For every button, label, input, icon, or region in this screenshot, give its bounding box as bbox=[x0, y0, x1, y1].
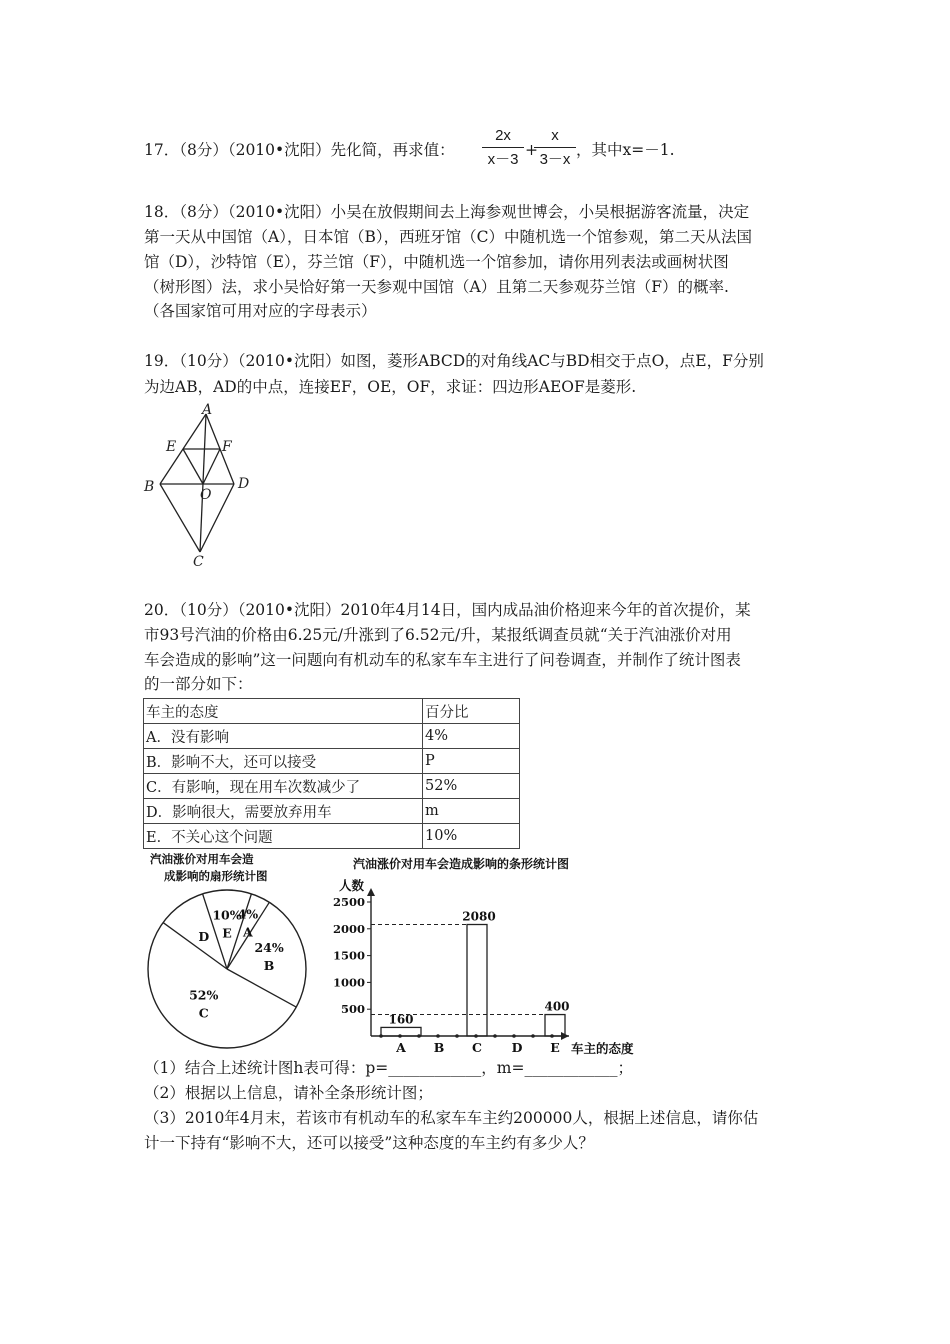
edge-bc bbox=[160, 484, 200, 552]
q20-line-3: 车会造成的影响”这一问题向有机动车的私家车车主进行了问卷调查，并制作了统计图表 bbox=[144, 651, 741, 669]
bar-xlabel: 车主的态度 bbox=[571, 1041, 634, 1056]
x-axis-dot bbox=[512, 1034, 516, 1038]
pie-percent-e: 10% bbox=[212, 907, 242, 923]
table-row bbox=[144, 749, 520, 774]
label-a: A bbox=[202, 402, 213, 418]
label-c: C bbox=[193, 554, 204, 570]
q18-line-4: （树形图）法，求小吴恰好第一天参观中国馆（A）且第二天参观芬兰馆（F）的概率. bbox=[144, 278, 729, 296]
label-o: O bbox=[200, 487, 212, 503]
q17-plus: + bbox=[525, 141, 538, 159]
bar-value-label-c: 2080 bbox=[462, 909, 496, 924]
y-tick-label: 2000 bbox=[332, 921, 365, 936]
q17-suffix: ，其中x=－1. bbox=[576, 141, 675, 159]
x-tick-label: A bbox=[396, 1040, 406, 1055]
q19-line-1: 19．（10分）（2010•沈阳）如图，菱形ABCD的对角线AC与BD相交于点O，点E，F分别 bbox=[144, 352, 764, 370]
q17-prefix: 17．（8分）（2010•沈阳）先化简，再求值： bbox=[144, 141, 455, 159]
q17-frac2-denominator: 3－x bbox=[539, 151, 571, 168]
q19-line-2: 为边AB，AD的中点，连接EF，OE，OF，求证：四边形AEOF是菱形. bbox=[144, 378, 637, 396]
table-header-row bbox=[144, 699, 520, 724]
q17-frac1-denominator: x－3 bbox=[487, 151, 519, 168]
x-tick-label: D bbox=[511, 1040, 523, 1055]
x-axis-dot bbox=[455, 1034, 459, 1038]
table-cell: A．没有影响 bbox=[144, 724, 423, 749]
q18-line-5: （各国家馆可用对应的字母表示） bbox=[144, 302, 377, 320]
fraction-bar bbox=[534, 147, 576, 148]
table-cell: P bbox=[423, 749, 520, 774]
pie-label-a: A bbox=[243, 924, 253, 940]
bar-c bbox=[467, 925, 487, 1036]
x-axis-dot bbox=[531, 1034, 535, 1038]
q20-line-4: 的一部分如下： bbox=[144, 675, 253, 693]
pie-label-e: E bbox=[222, 925, 232, 941]
bar-ylabel: 人数 bbox=[339, 878, 365, 893]
q20-sub-2: （2）根据以上信息，请补全条形统计图； bbox=[144, 1084, 433, 1102]
q20-sub-1: （1）结合上述统计图h表可得：p=____________，m=____________； bbox=[144, 1059, 633, 1077]
y-tick-label: 1500 bbox=[332, 948, 365, 963]
x-tick-label: E bbox=[550, 1040, 560, 1055]
q20-line-1: 20．（10分）（2010•沈阳）2010年4月14日，国内成品油价格迎来今年的首次提价，某 bbox=[144, 601, 751, 619]
table-cell: D．影响很大，需要放弃用车 bbox=[144, 799, 423, 824]
table-cell: B．影响不大，还可以接受 bbox=[144, 749, 423, 774]
y-tick-label: 500 bbox=[340, 1002, 365, 1017]
q17-fraction-2 bbox=[534, 127, 576, 169]
pie-label-c: C bbox=[198, 1005, 209, 1021]
fraction-bar bbox=[482, 147, 524, 148]
y-tick-label: 2500 bbox=[332, 895, 365, 909]
table-row bbox=[144, 774, 520, 799]
bar-value-label-a: 160 bbox=[388, 1012, 414, 1027]
attitude-table bbox=[143, 698, 520, 849]
table-row bbox=[144, 799, 520, 824]
label-f: F bbox=[222, 439, 232, 455]
pie-title-line-1: 汽油涨价对用车会造 bbox=[150, 852, 254, 866]
table-header-cell: 车主的态度 bbox=[144, 699, 423, 724]
pie-slice-boundary-d bbox=[163, 923, 227, 969]
pie-label-b: B bbox=[263, 958, 275, 974]
pie-label-d: D bbox=[198, 929, 210, 945]
q17-frac1-numerator: 2x bbox=[495, 127, 511, 144]
segment-oe bbox=[183, 449, 203, 484]
table-row bbox=[144, 824, 520, 849]
y-axis-arrow bbox=[367, 888, 375, 896]
x-tick-label: C bbox=[472, 1040, 482, 1055]
table-cell: 10% bbox=[423, 824, 520, 849]
x-axis-dot bbox=[436, 1034, 440, 1038]
q20-sub-4: 计一下持有“影响不大，还可以接受”这种态度的车主约有多少人？ bbox=[144, 1134, 594, 1152]
pie-chart bbox=[140, 850, 320, 1060]
q17-fraction-1 bbox=[482, 127, 524, 169]
q20-line-2: 市93号汽油的价格由6.25元/升涨到了6.52元/升，某报纸调查员就“关于汽油涨价对用 bbox=[144, 626, 732, 644]
pie-slice-boundary-c bbox=[227, 969, 296, 1007]
pie-percent-a: 4% bbox=[237, 906, 259, 922]
x-axis-dot bbox=[493, 1034, 497, 1038]
table-cell: 52% bbox=[423, 774, 520, 799]
table-cell: m bbox=[423, 799, 520, 824]
q18-line-2: 第一天从中国馆（A），日本馆（B），西班牙馆（C）中随机选一个馆参观，第二天从法国 bbox=[144, 228, 752, 246]
bar-value-label-e: 400 bbox=[544, 999, 570, 1014]
table-cell: C．有影响，现在用车次数减少了 bbox=[144, 774, 423, 799]
segment-of bbox=[203, 449, 220, 484]
pie-title-line-2: 成影响的扇形统计图 bbox=[164, 869, 268, 883]
y-tick-label: 1000 bbox=[332, 975, 365, 990]
q20-sub-3: （3）2010年4月末，若该市有机动车的私家车车主约200000人，根据上述信息，请你估 bbox=[144, 1109, 759, 1127]
pie-percent-b: 24% bbox=[254, 940, 284, 956]
x-tick-label: B bbox=[433, 1040, 445, 1055]
q18-line-1: 18．（8分）（2010•沈阳）小吴在放假期间去上海参观世博会，小吴根据游客流量，决定 bbox=[144, 203, 750, 221]
table-row bbox=[144, 724, 520, 749]
bar-chart bbox=[325, 850, 655, 1060]
q17-frac2-numerator: x bbox=[551, 127, 559, 144]
table-cell: E．不关心这个问题 bbox=[144, 824, 423, 849]
table-cell: 4% bbox=[423, 724, 520, 749]
rhombus-figure bbox=[140, 400, 260, 570]
bar-title: 汽油涨价对用车会造成影响的条形统计图 bbox=[353, 857, 570, 871]
label-b: B bbox=[144, 479, 155, 495]
label-d: D bbox=[238, 476, 250, 492]
pie-percent-c: 52% bbox=[189, 987, 219, 1003]
label-e: E bbox=[166, 439, 177, 455]
q18-line-3: 馆（D），沙特馆（E），芬兰馆（F），中随机选一个馆参加，请你用列表法或画树状图 bbox=[144, 253, 729, 271]
table-header-cell: 百分比 bbox=[423, 699, 520, 724]
